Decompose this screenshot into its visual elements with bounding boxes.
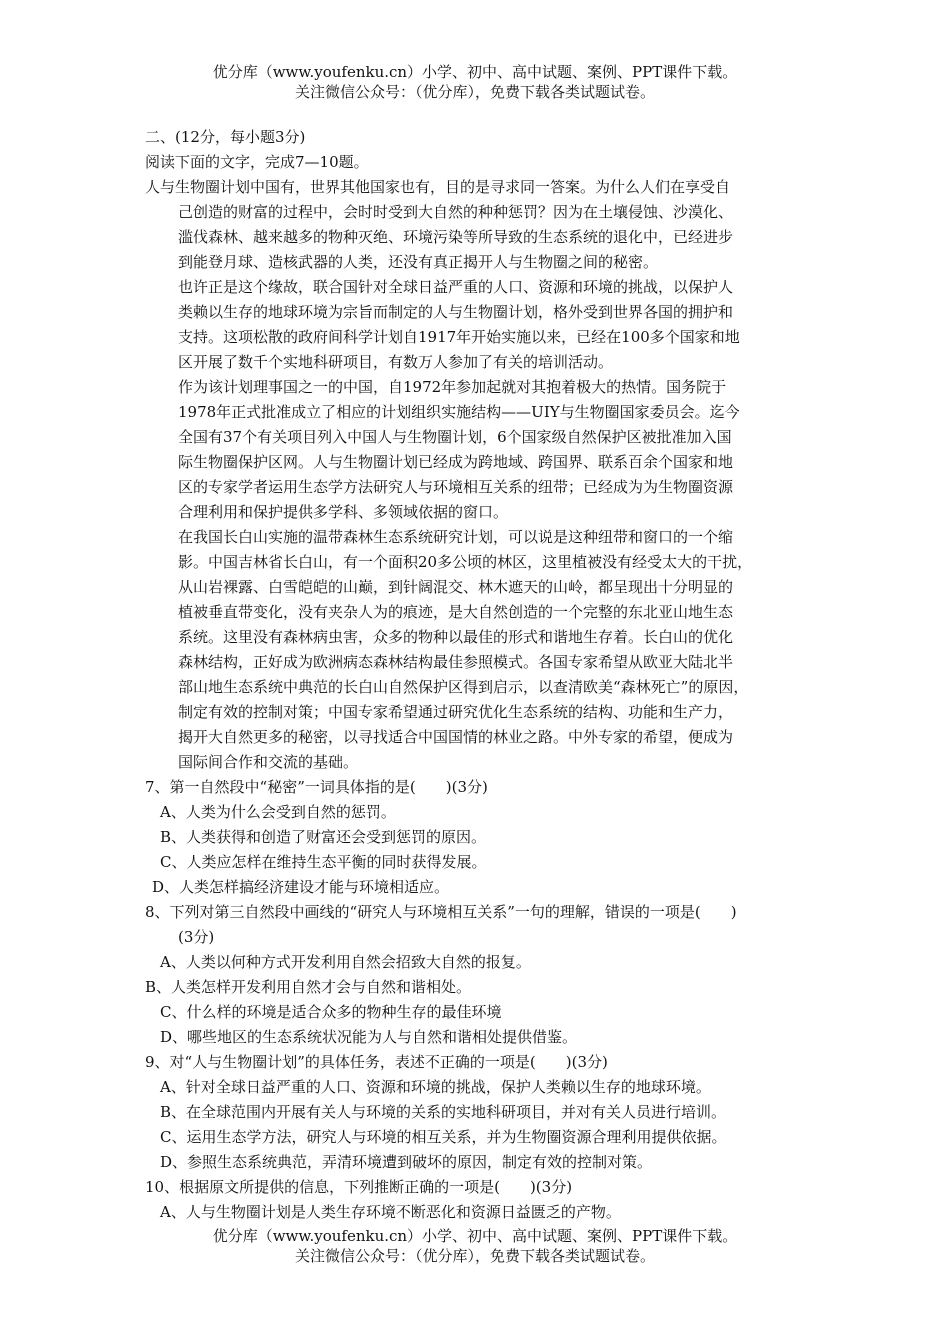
passage-line: 人与生物圈计划中国有，世界其他国家也有，目的是寻求同一答案。为什么人们在享受自 [145,178,731,196]
passage-line: 影。中国吉林省长白山，有一个面积20多公顷的林区，这里植被没有经受太大的干扰， [178,553,753,571]
answer-option: A、人类以何种方式开发利用自然会招致大自然的报复。 [160,953,531,971]
passage-line: 区开展了数千个实地科研项目，有数万人参加了有关的培训活动。 [178,353,614,371]
header-line-2: 关注微信公众号：（优分库），免费下载各类试题试卷。 [294,83,655,101]
passage-line: 支持。这项松散的政府间科学计划自1917年开始实施以来，已经在100多个国家和地 [178,328,740,346]
passage-line: 在我国长白山实施的温带森林生态系统研究计划，可以说是这种纽带和窗口的一个缩 [178,528,734,546]
answer-option: A、人类为什么会受到自然的惩罚。 [160,803,396,821]
page-footer [0,1226,950,1266]
answer-option: C、什么样的环境是适合众多的物种生存的最佳环境 [160,1003,502,1021]
answer-option: A、针对全球日益严重的人口、资源和环境的挑战，保护人类赖以生存的地球环境。 [160,1078,711,1096]
answer-option: B、人类怎样开发利用自然才会与自然和谐相处。 [145,978,472,996]
footer-line-2: 关注微信公众号：（优分库），免费下载各类试题试卷。 [294,1247,655,1265]
answer-option: D、哪些地区的生态系统状况能为人与自然和谐相处提供借鉴。 [160,1028,578,1046]
answer-option: C、人类应怎样在维持生态平衡的同时获得发展。 [160,853,487,871]
passage-line: 国际间合作和交流的基础。 [178,753,359,771]
passage-line: 制定有效的控制对策；中国专家希望通过研究优化生态系统的结构、功能和生产力， [178,703,734,721]
passage-line: 系统。这里没有森林病虫害，众多的物种以最佳的形式和谐地生存着。长白山的优化 [178,628,734,646]
passage-line: 作为该计划理事国之一的中国，自1972年参加起就对其抱着极大的热情。国务院于 [178,378,727,396]
section-heading: 二、(12分，每小题3分) [145,128,306,146]
answer-option: D、参照生态系统典范，弄清环境遭到破坏的原因，制定有效的控制对策。 [160,1153,653,1171]
answer-option: D、人类怎样搞经济建设才能与环境相适应。 [152,878,450,896]
question-stem: 9、对“人与生物圈计划”的具体任务，表述不正确的一项是( )(3分) [145,1053,608,1071]
passage-line: 区的专家学者运用生态学方法研究人与环境相互关系的纽带；已经成为为生物圈资源 [178,478,734,496]
question-stem: (3分) [178,928,215,946]
passage-line: 合理利用和保护提供多学科、多领域依据的窗口。 [178,503,509,521]
passage-line: 从山岩裸露、白雪皑皑的山巅，到针阔混交、林木遮天的山岭，都呈现出十分明显的 [178,578,734,596]
passage-line: 也许正是这个缘故，联合国针对全球日益严重的人口、资源和环境的挑战，以保护人 [178,278,734,296]
page-header [0,62,950,102]
passage-line: 际生物圈保护区网。人与生物圈计划已经成为跨地域、跨国界、联系百余个国家和地 [178,453,734,471]
passage-line: 己创造的财富的过程中，会时时受到大自然的种种惩罚？因为在土壤侵蚀、沙漠化、 [178,203,734,221]
question-stem: 8、下列对第三自然段中画线的“研究人与环境相互关系”一句的理解，错误的一项是( ) [145,903,737,921]
answer-option: A、人与生物圈计划是人类生存环境不断恶化和资源日益匮乏的产物。 [160,1203,621,1221]
answer-option: B、人类获得和创造了财富还会受到惩罚的原因。 [160,828,487,846]
passage-line: 森林结构，正好成为欧洲病态森林结构最佳参照模式。各国专家希望从欧亚大陆北半 [178,653,734,671]
answer-option: C、运用生态学方法，研究人与环境的相互关系，并为生物圈资源合理利用提供依据。 [160,1128,727,1146]
answer-option: B、在全球范围内开展有关人与环境的关系的实地科研项目，并对有关人员进行培训。 [160,1103,727,1121]
question-stem: 7、第一自然段中“秘密”一词具体指的是( )(3分) [145,778,488,796]
passage-line: 植被垂直带变化，没有夹杂人为的痕迹，是大自然创造的一个完整的东北亚山地生态 [178,603,734,621]
passage-line: 1978年正式批准成立了相应的计划组织实施结构——UIY与生物圈国家委员会。迄今 [178,403,740,421]
passage-line: 类赖以生存的地球环境为宗旨而制定的人与生物圈计划，格外受到世界各国的拥护和 [178,303,734,321]
question-stem: 10、根据原文所提供的信息，下列推断正确的一项是( )(3分) [145,1178,573,1196]
passage-line: 揭开大自然更多的秘密，以寻找适合中国国情的林业之路。中外专家的希望，便成为 [178,728,734,746]
passage-line: 到能登月球、造核武器的人类，还没有真正揭开人与生物圈之间的秘密。 [178,253,659,271]
passage-line: 部山地生态系统中典范的长白山自然保护区得到启示，以查清欧美“森林死亡”的原因， [178,678,749,696]
section-instruction: 阅读下面的文字，完成7—10题。 [145,153,369,171]
passage-line: 全国有37个有关项目列入中国人与生物圈计划，6个国家级自然保护区被批准加入国 [178,428,732,446]
header-line-1: 优分库（www.youfenku.cn）小学、初中、高中试题、案例、PPT课件下载。 [212,63,738,81]
passage-line: 滥伐森林、越来越多的物种灭绝、环境污染等所导致的生态系统的退化中，已经进步 [178,228,734,246]
footer-line-1: 优分库（www.youfenku.cn）小学、初中、高中试题、案例、PPT课件下载。 [212,1227,738,1245]
